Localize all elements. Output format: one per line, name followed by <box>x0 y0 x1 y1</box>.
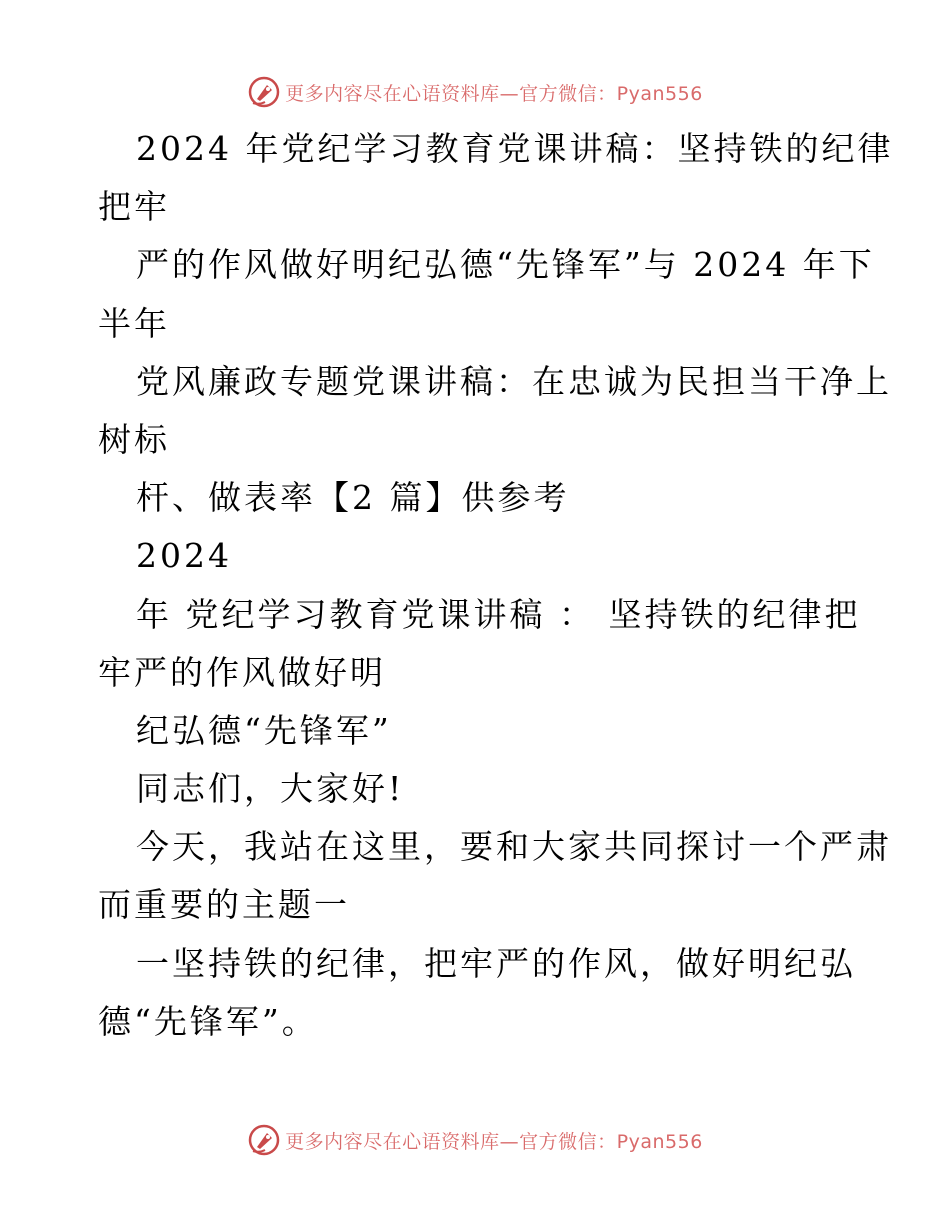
document-body <box>98 120 894 1051</box>
pen-nib-icon <box>247 75 281 109</box>
section-title-line-3: 纪弘德“先锋军” <box>136 710 392 750</box>
title-line-2: 把牢 <box>98 187 170 227</box>
section-title-line-2: 牢严的作风做好明 <box>98 652 386 692</box>
title-line-6: 树标 <box>98 419 170 459</box>
title-line-4: 半年 <box>98 303 170 343</box>
paragraph-line-3: 一坚持铁的纪律，把牢严的作风，做好明纪弘 <box>136 943 856 983</box>
footer-banner-text: 更多内容尽在心语资料库—官方微信：Pyan556 <box>285 1130 703 1153</box>
title-line-1: 2024 年党纪学习教育党课讲稿：坚持铁的纪律 <box>136 129 894 168</box>
greeting-line: 同志们，大家好! <box>136 769 405 809</box>
section-year-line: 2024 <box>136 536 232 576</box>
paragraph-line-1: 今天，我站在这里，要和大家共同探讨一个严肃 <box>136 827 892 867</box>
pen-nib-icon <box>247 1123 281 1157</box>
title-line-3: 严的作风做好明纪弘德“先锋军”与 2024 年下 <box>136 245 875 285</box>
title-line-7: 杆、做表率【2 篇】供参考 <box>136 478 570 518</box>
title-line-5: 党风廉政专题党课讲稿：在忠诚为民担当干净上 <box>136 361 892 401</box>
header-watermark-banner <box>0 72 950 112</box>
paragraph-line-4: 德“先锋军”。 <box>98 1001 318 1041</box>
header-banner-text: 更多内容尽在心语资料库—官方微信：Pyan556 <box>285 82 703 105</box>
footer-watermark-banner <box>0 1120 950 1160</box>
paragraph-line-2: 而重要的主题一 <box>98 885 350 925</box>
section-title-line-1: 年 党纪学习教育党课讲稿 ： 坚持铁的纪律把 <box>136 594 861 634</box>
